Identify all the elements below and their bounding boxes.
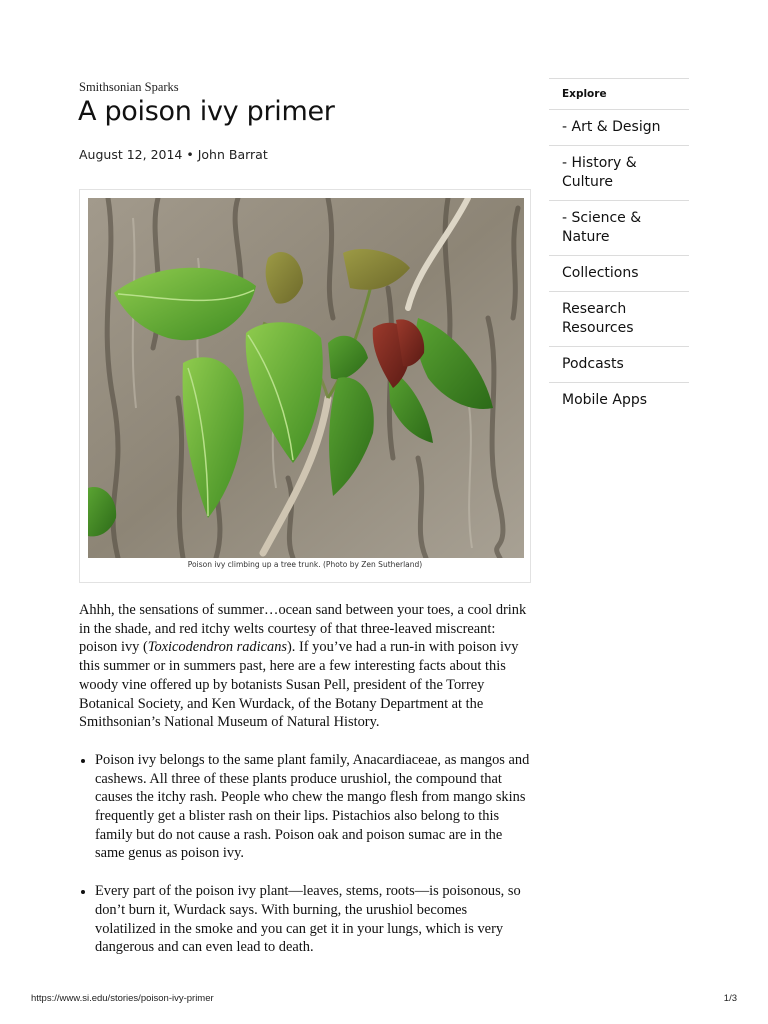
article-kicker: Smithsonian Sparks (79, 80, 179, 94)
sidebar-item-art-design[interactable]: - Art & Design (549, 110, 689, 146)
publish-date: August 12, 2014 (79, 147, 183, 162)
footer-url: https://www.si.edu/stories/poison-ivy-primer (31, 993, 214, 1004)
sidebar-item-mobile-apps[interactable]: Mobile Apps (562, 392, 648, 408)
poison-ivy-photo (88, 198, 524, 558)
page-number: 1/3 (723, 993, 737, 1004)
article-figure (79, 189, 531, 583)
intro-paragraph (79, 601, 531, 732)
facts-list (79, 751, 531, 957)
sidebar-item-collections[interactable]: Collections (549, 256, 689, 292)
explore-sidebar (549, 78, 689, 418)
list-item: • Poison ivy belongs to the same plant family, Anacardiaceae, as mangos and cashews. All three of these plants produce urushiol, the compound that causes the itchy rash. People who chew the mango flesh from mango skins frequently get a blister rash on their lips. Pistachios also belong to this family but do not cause a rash. Poison oak and poison sumac are in the same genus as poison ivy. (95, 751, 531, 863)
sidebar-item-science-nature[interactable]: - Science & Nature (549, 201, 689, 256)
article-body (79, 601, 531, 976)
species-name: Toxicodendron radicans (147, 639, 288, 656)
list-item: • Every part of the poison ivy plant—leaves, stems, roots—is poisonous, so don’t burn it, Wurdack says. With burning, the urushiol becomes volatilized in the smoke and you can get it in your lungs, which is very dangerous and can even lead to death. (95, 882, 531, 957)
byline (79, 147, 268, 162)
sidebar-item-research-resources[interactable]: Research Resources (549, 292, 689, 347)
sidebar-heading: Explore (549, 78, 689, 110)
intro-text: Ahhh, the sensations of summer…ocean sand between your toes, a cool drink in the shade, and red itchy welts courtesy of that three-leaved miscreant: poison ivy ( (79, 602, 527, 656)
sidebar-item-history-culture[interactable]: - History & Culture (549, 146, 689, 201)
author-link[interactable]: John Barrat (197, 147, 268, 162)
page-title: A poison ivy primer (78, 96, 335, 127)
byline-separator: • (182, 147, 198, 162)
sidebar-item-podcasts[interactable]: Podcasts (549, 347, 689, 383)
intro-text-continued: ). If you’ve had a run-in with poison ivy this summer or in summers past, here are a few interesting facts about this woody vine offered up by botanists Susan Pell, president of the Torrey Botanical Society, and Ken Wurdack, of the Botany Department at the Smithsonian’s National Museum of Natural History. (79, 639, 519, 731)
figure-caption: Poison ivy climbing up a tree trunk. (Photo by Zen Sutherland) (187, 560, 423, 569)
